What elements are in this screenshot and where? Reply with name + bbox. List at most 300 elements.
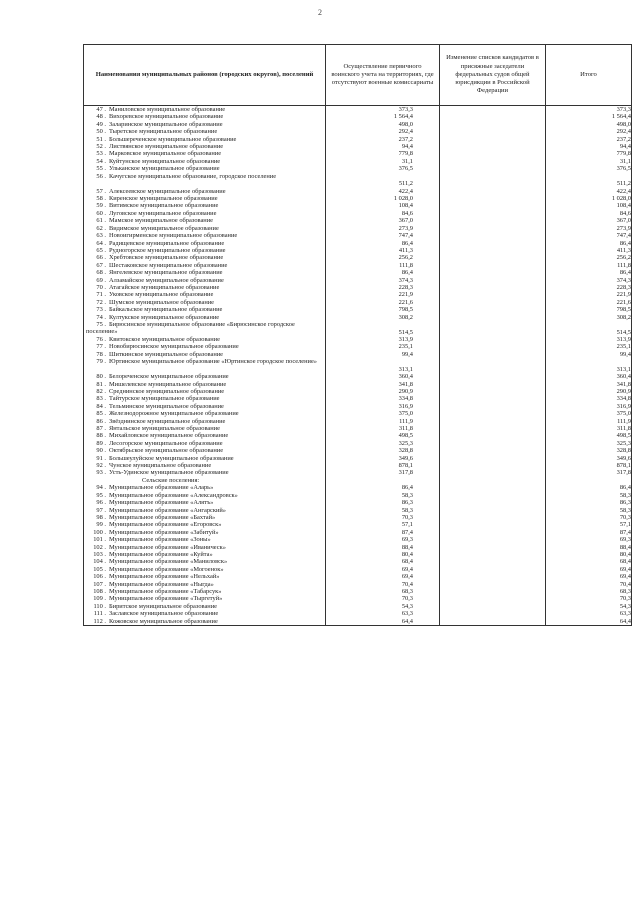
row-number: 82 . [96,388,106,395]
row-military-value: 69,4 [326,573,440,580]
row-jurors-value [440,492,546,499]
row-total-value: 747,4 [546,232,632,239]
row-jurors-value [440,217,546,224]
row-jurors-value [440,595,546,602]
row-name: Большеулуйское муниципальное образование [109,454,234,462]
row-total-value: 88,4 [546,544,632,551]
table-row [84,232,632,239]
row-total-value: 422,4 [546,188,632,195]
row-name: Муниципальное образование «Маниловск» [109,558,228,566]
row-total-value: 70,3 [546,595,632,602]
row-total-value: 311,8 [546,425,632,432]
row-number: 92 . [96,462,106,470]
row-total-value: 111,9 [546,418,632,425]
row-total-value: 290,9 [546,388,632,395]
row-name-cell [84,291,326,298]
row-jurors-value [440,136,546,143]
row-name: Кожовское муниципальное образование [109,617,218,625]
table-row [84,358,632,373]
row-number: 101 . [93,536,106,544]
row-jurors-value [440,277,546,284]
row-military-value: 411,3 [326,247,440,254]
row-military-value: 376,5 [326,165,440,172]
row-military-value: 58,3 [326,507,440,514]
row-military-value: 273,9 [326,225,440,232]
row-total-value: 375,0 [546,410,632,417]
row-jurors-value [440,581,546,588]
row-number: 57 . [96,187,106,195]
table-row [84,121,632,128]
row-total-value: 334,8 [546,395,632,402]
row-name: Листвянское муниципальное образование [109,143,224,151]
row-total-value: 376,5 [546,165,632,172]
row-jurors-value [440,455,546,462]
row-total-value: 228,3 [546,284,632,291]
row-name-cell [84,536,326,543]
table-row [84,618,632,626]
table-row [84,136,632,143]
row-jurors-value [440,507,546,514]
row-military-value: 221,6 [326,299,440,306]
row-number: 47 . [96,106,106,113]
row-total-value: 31,1 [546,158,632,165]
row-total-value: 99,4 [546,351,632,358]
table-row [84,143,632,150]
table-row [84,202,632,209]
row-military-value: 63,3 [326,610,440,617]
row-total-value: 221,9 [546,291,632,298]
row-name-cell [84,581,326,588]
row-number: 97 . [96,506,106,514]
table-row [84,529,632,536]
row-name: Луговское муниципальное образование [109,209,217,217]
row-jurors-value [440,173,546,188]
row-name-cell [84,514,326,521]
row-military-value: 69,4 [326,566,440,573]
row-military-value: 86,4 [326,240,440,247]
row-jurors-value [440,373,546,380]
row-jurors-value [440,544,546,551]
row-name: Муниципальное образование «Александровск» [109,491,238,499]
row-military-value: 99,4 [326,351,440,358]
row-name: Муниципальное образование «Ангарский» [109,506,227,514]
row-name-cell [84,469,326,476]
row-name: Витимское муниципальное образование [109,202,219,210]
row-name-cell [84,306,326,313]
row-total-value: 86,3 [546,499,632,506]
allocation-table [83,44,632,626]
row-number: 99 . [96,521,106,529]
row-military-value: 111,8 [326,262,440,269]
row-number: 75 . [96,320,106,328]
row-name: Заларинское муниципальное образование [109,120,223,128]
row-jurors-value [440,536,546,543]
row-number: 107 . [93,580,106,588]
row-name: Лесогорское муниципальное образование [109,439,223,447]
table-row [84,418,632,425]
row-number: 109 . [93,595,106,603]
row-number: 72 . [96,298,106,306]
row-total-value: 317,8 [546,469,632,476]
row-total-value: 80,4 [546,551,632,558]
header-jurors-lists: Изменение списков кандидатов в присяжные заседатели федеральных судов общей юрисдикции в Российской Федерации [440,45,546,106]
table-row [84,403,632,410]
row-name: Юртинское муниципальное образование «Юртинское городское поселение» [109,358,317,366]
table-row [84,499,632,506]
table-row [84,291,632,298]
row-name: Киренское муниципальное образование [109,195,218,203]
row-jurors-value [440,232,546,239]
row-total-value: 57,1 [546,521,632,528]
row-number: 68 . [96,269,106,277]
table-row [84,314,632,321]
row-military-value: 88,4 [326,544,440,551]
row-number: 87 . [96,425,106,433]
row-name: Среднинское муниципальное образование [109,388,225,395]
row-military-value: 235,1 [326,343,440,350]
row-jurors-value [440,610,546,617]
row-total-value: 498,0 [546,121,632,128]
row-jurors-value [440,299,546,306]
row-name: Алексеевское муниципальное образование [109,187,226,195]
row-name-cell [84,217,326,224]
row-military-value: 68,3 [326,588,440,595]
row-name-cell [84,247,326,254]
row-name-cell [84,447,326,454]
row-number: 62 . [96,224,106,232]
row-total-value: 514,5 [546,321,632,336]
table-row [84,254,632,261]
row-military-value: 290,9 [326,388,440,395]
row-name: Тыретское муниципальное образование [109,128,218,136]
row-total-value: 292,4 [546,128,632,135]
row-name-cell [84,610,326,617]
row-jurors-value [440,113,546,120]
row-number: 48 . [96,113,106,121]
row-number: 67 . [96,261,106,269]
table-row [84,566,632,573]
row-name: Муниципальное образование «Иваническ» [109,543,226,551]
row-military-value: 511,2 [326,173,440,188]
row-military-value: 292,4 [326,128,440,135]
row-total-value: 84,6 [546,210,632,217]
row-jurors-value [440,484,546,491]
row-name: Квитокское муниципальное образование [109,335,220,343]
row-jurors-value [440,469,546,476]
row-total-value: 1 028,0 [546,195,632,202]
row-name-cell [84,121,326,128]
row-number: 52 . [96,143,106,151]
row-jurors-value [440,566,546,573]
row-military-value: 375,0 [326,410,440,417]
row-number: 50 . [96,128,106,136]
row-total-value: 68,3 [546,588,632,595]
row-name-cell [84,588,326,595]
row-jurors-value [440,440,546,447]
row-military-value: 256,2 [326,254,440,261]
row-name-cell [84,544,326,551]
row-jurors-value [440,225,546,232]
table-row [84,277,632,284]
row-name: Звёзднинское муниципальное образование [109,417,226,425]
row-total-value: 374,3 [546,277,632,284]
row-jurors-value [440,306,546,313]
table-row [84,284,632,291]
row-name-cell [84,618,326,626]
row-name-cell [84,277,326,284]
row-jurors-value [440,336,546,343]
row-name-cell [84,492,326,499]
row-number: 103 . [93,550,106,558]
row-jurors-value [440,499,546,506]
row-name: Шиткинское муниципальное образование [109,350,223,358]
row-name-cell [84,195,326,202]
table-body [84,106,632,626]
row-jurors-value [440,410,546,417]
row-total-value: 798,5 [546,306,632,313]
table-row [84,247,632,254]
row-total-value: 111,8 [546,262,632,269]
table-row [84,195,632,202]
row-name-cell [84,240,326,247]
table-row [84,610,632,617]
row-total-value: 341,8 [546,381,632,388]
row-name-cell [84,165,326,172]
row-jurors-value [440,269,546,276]
table-row [84,306,632,313]
row-jurors-value [440,558,546,565]
row-total-value: 308,2 [546,314,632,321]
row-military-value: 316,9 [326,403,440,410]
row-name-cell [84,321,326,336]
row-name: Муниципальное образование «Егоровск» [109,521,222,529]
row-number: 70 . [96,283,106,291]
row-military-value: 221,9 [326,291,440,298]
table-row [84,128,632,135]
row-name-cell [84,507,326,514]
row-name-cell [84,269,326,276]
row-military-value: 70,4 [326,581,440,588]
row-total-value: 328,8 [546,447,632,454]
row-total-value: 94,4 [546,143,632,150]
row-military-value: 334,8 [326,395,440,402]
table-row [84,521,632,528]
row-jurors-value [440,262,546,269]
table-row [84,595,632,602]
row-military-value: 80,4 [326,551,440,558]
table-row [84,581,632,588]
table-row [84,165,632,172]
row-name-cell [84,143,326,150]
table-row [84,299,632,306]
row-name: Муниципальное образование «Бахтай» [109,513,216,521]
row-name-cell [84,158,326,165]
header-total: Итого [546,45,632,106]
row-military-value: 1 564,4 [326,113,440,120]
row-military-value: 308,2 [326,314,440,321]
row-name: Заславское муниципальное образование [109,610,219,618]
row-name-cell [84,136,326,143]
table-header [84,45,632,106]
row-name-cell [84,358,326,373]
row-military-value: 498,5 [326,432,440,439]
row-total-value: 69,4 [546,573,632,580]
row-military-value: 237,2 [326,136,440,143]
row-name: Железнодорожное муниципальное образование [109,410,239,418]
table-row [84,425,632,432]
row-jurors-value [440,202,546,209]
row-name: Муниципальное образование «Аларь» [109,484,214,492]
table-row [84,262,632,269]
table-row [84,343,632,350]
row-number: 100 . [93,528,106,536]
row-name: Видимское муниципальное образование [109,224,219,232]
row-jurors-value [440,165,546,172]
table-row [84,395,632,402]
row-military-value: 798,5 [326,306,440,313]
row-name: Муниципальное образование «Тыргетуй» [109,595,223,603]
table-row [84,336,632,343]
row-military-value: 328,8 [326,447,440,454]
row-name: Муниципальное образование «Зоны» [109,536,211,544]
table-row [84,158,632,165]
row-military-value: 70,3 [326,595,440,602]
row-number: 49 . [96,120,106,128]
row-number: 76 . [96,335,106,343]
row-jurors-value [440,418,546,425]
row-name: Муниципальное образование «Табарсук» [109,587,222,595]
table-row [84,410,632,417]
table-row [84,210,632,217]
row-name-cell [84,188,326,195]
row-total-value: 70,4 [546,581,632,588]
row-name: Мамское муниципальное образование [109,217,213,225]
row-name-cell [84,262,326,269]
row-name: Октябрьское муниципальное образование [109,447,224,455]
row-military-value: 87,4 [326,529,440,536]
row-military-value: 311,8 [326,425,440,432]
row-number: 77 . [96,343,106,351]
row-name-cell [84,173,326,188]
row-number: 93 . [96,469,106,477]
row-military-value: 341,8 [326,381,440,388]
row-name: Новоигирменское муниципальное образование [109,232,238,240]
row-total-value: 69,3 [546,536,632,543]
table-row [84,173,632,188]
row-name: Радищевское муниципальное образование [109,239,225,247]
row-name-cell [84,573,326,580]
row-total-value: 64,4 [546,618,632,626]
row-name-cell [84,373,326,380]
row-name-cell [84,595,326,602]
table-row [84,492,632,499]
row-number: 60 . [96,209,106,217]
row-name-cell [84,128,326,135]
row-military-value: 86,4 [326,484,440,491]
row-military-value [326,477,440,484]
row-number: 51 . [96,135,106,143]
row-name-cell [84,603,326,610]
row-jurors-value [440,447,546,454]
row-total-value: 360,4 [546,373,632,380]
row-name: Муниципальное образование «Нельхай» [109,573,220,581]
row-jurors-value [440,381,546,388]
table-row [84,514,632,521]
table-row [84,469,632,476]
row-total-value: 70,3 [546,514,632,521]
row-jurors-value [440,121,546,128]
row-jurors-value [440,343,546,350]
row-total-value: 237,2 [546,136,632,143]
row-number: 56 . [96,172,106,180]
row-name-cell [84,521,326,528]
row-name-cell [84,529,326,536]
row-jurors-value [440,254,546,261]
table-row [84,573,632,580]
row-name-cell [84,455,326,462]
row-military-value: 69,3 [326,536,440,543]
row-name: Михайловское муниципальное образование [109,432,229,440]
row-jurors-value [440,432,546,439]
row-number: 69 . [96,276,106,284]
row-military-value: 313,9 [326,336,440,343]
table-row [84,536,632,543]
row-name: Бирюсинское муниципальное образование «Бирюсинское городское поселение» [86,320,295,336]
table-row [84,558,632,565]
row-name-cell [84,254,326,261]
row-name: Муниципальное образование «Могоенок» [109,565,224,573]
row-name: Большереченское муниципальное образование [109,135,237,143]
table-row [84,462,632,469]
row-number: 53 . [96,150,106,158]
table-row [84,269,632,276]
row-jurors-value [440,128,546,135]
row-number: 112 . [93,617,106,625]
row-number: 59 . [96,202,106,210]
row-jurors-value [440,358,546,373]
row-number: 91 . [96,454,106,462]
row-name-cell [84,395,326,402]
row-name: Янгелевское муниципальное образование [109,269,223,277]
row-jurors-value [440,388,546,395]
row-total-value: 1 564,4 [546,113,632,120]
row-name-cell [84,299,326,306]
row-jurors-value [440,143,546,150]
row-number: 86 . [96,417,106,425]
row-name: Янтальское муниципальное образование [109,425,220,433]
row-name: Ульканское муниципальное образование [109,165,220,173]
row-name-cell [84,462,326,469]
row-name: Мишелевское муниципальное образование [109,380,227,388]
row-name: Новобирюсинское муниципальное образование [109,343,239,351]
row-number: 95 . [96,491,106,499]
row-military-value: 498,0 [326,121,440,128]
row-name: Качугское муниципальное образование, городское поселение [109,172,277,180]
row-jurors-value [440,514,546,521]
row-jurors-value [440,321,546,336]
row-total-value: 313,9 [546,336,632,343]
row-total-value: 349,6 [546,455,632,462]
table-row [84,106,632,114]
row-number: 94 . [96,484,106,492]
row-name-cell [84,403,326,410]
row-number: 63 . [96,232,106,240]
row-number: 89 . [96,439,106,447]
row-jurors-value [440,195,546,202]
row-total-value: 86,4 [546,240,632,247]
row-military-value: 68,4 [326,558,440,565]
row-jurors-value [440,462,546,469]
